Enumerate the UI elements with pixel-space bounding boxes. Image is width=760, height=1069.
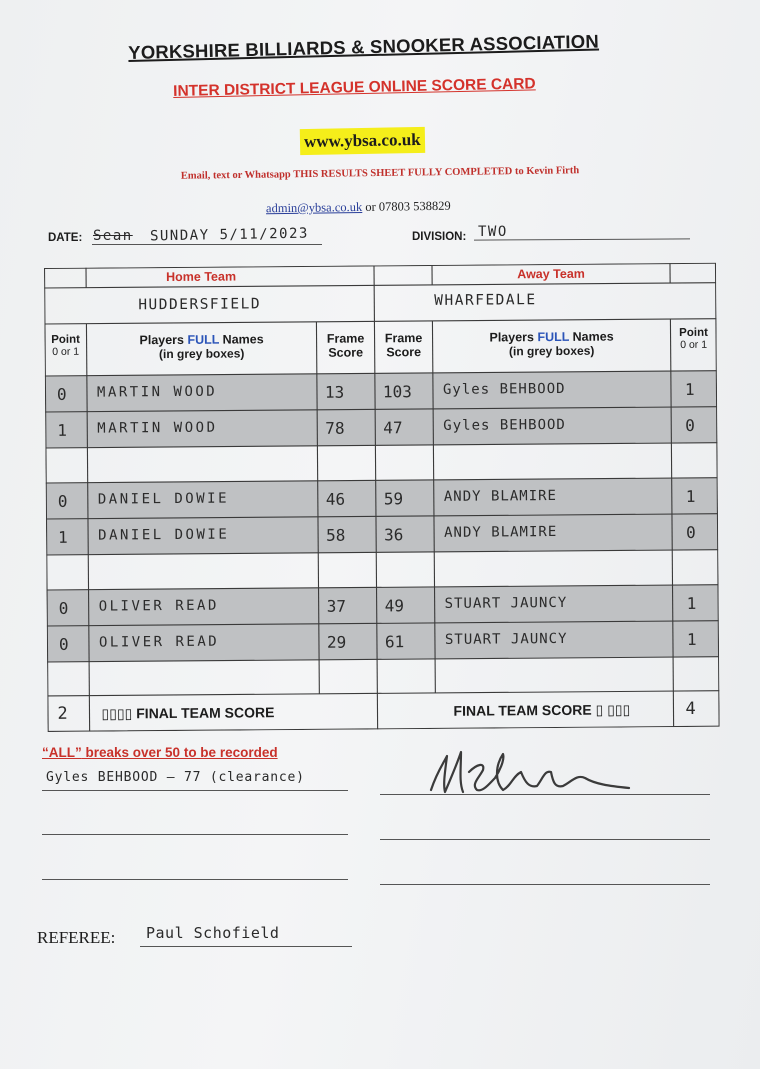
association-title: YORKSHIRE BILLIARDS & SNOOKER ASSOCIATION	[128, 30, 600, 63]
referee-name: Paul Schofield	[146, 924, 280, 942]
score-card-subtitle: INTER DISTRICT LEAGUE ONLINE SCORE CARD	[173, 75, 536, 100]
away-frame-score-cell: 47	[383, 418, 403, 438]
home-point-cell: 0	[58, 598, 69, 618]
away-frame-score-cell: 49	[384, 596, 405, 616]
home-final-score: 2	[57, 703, 68, 724]
away-players-header-sub: (in grey boxes)	[508, 343, 595, 359]
home-player-cell: OLIVER READ	[98, 633, 220, 651]
away-player-cell: STUART JAUNCY	[444, 594, 568, 612]
away-players-header	[433, 329, 671, 359]
website-link[interactable]: www.ybsa.co.uk	[300, 127, 425, 155]
home-point-header-label: Point	[51, 333, 80, 346]
division-line	[474, 238, 690, 240]
away-player-cell: ANDY BLAMIRE	[443, 487, 558, 505]
home-frame-score-cell: 58	[326, 525, 346, 545]
away-player-cell: Gyles BEHBOOD	[443, 416, 566, 434]
away-point-cell: 1	[684, 379, 695, 399]
away-team-label: Away Team	[517, 266, 585, 282]
division-label: DIVISION:	[412, 231, 467, 243]
home-frame-score-cell: 29	[326, 632, 347, 652]
home-point-cell: 0	[56, 384, 67, 404]
date-struck-text: Sean	[93, 228, 133, 244]
home-player-cell: MARTIN WOOD	[96, 383, 218, 401]
away-final-label	[453, 701, 630, 719]
home-point-cell: 1	[57, 420, 67, 440]
away-frame-score-cell: 36	[384, 525, 404, 545]
away-team-name: WHARFEDALE	[434, 292, 537, 309]
away-point-cell: 0	[686, 522, 696, 542]
home-point-cell: 0	[57, 491, 68, 511]
email-link[interactable]: admin@ybsa.co.uk	[265, 199, 363, 216]
home-final-label-text: FINAL TEAM SCORE	[136, 704, 275, 722]
contact-line	[266, 199, 451, 217]
referee-label: REFEREE:	[37, 928, 116, 947]
break-line-6	[380, 884, 710, 885]
away-point-header: Point 0 or 1	[679, 326, 708, 352]
break-entry-1: Gyles BEHBOOD – 77 (clearance)	[46, 770, 305, 785]
home-team-name: HUDDERSFIELD	[138, 296, 262, 314]
date-label: DATE:	[48, 232, 83, 244]
home-frame-score-header: Frame Score	[326, 331, 365, 360]
breaks-label: “ALL” breaks over 50 to be recorded	[42, 745, 278, 760]
home-point-header	[45, 334, 87, 358]
score-table	[44, 263, 720, 732]
away-player-cell: ANDY BLAMIRE	[444, 523, 558, 541]
away-final-score: 4	[685, 698, 696, 719]
away-frame-score-cell: 59	[383, 489, 404, 509]
phone-text: or 07803 538829	[365, 198, 451, 214]
signature-scribble	[425, 742, 635, 802]
home-team-label: Home Team	[166, 269, 237, 285]
home-point-cell: 0	[58, 634, 69, 654]
home-player-cell: DANIEL DOWIE	[97, 490, 230, 508]
away-point-cell: 1	[686, 593, 697, 613]
home-point-header-sub: 0 or 1	[52, 345, 80, 358]
break-line-3	[42, 879, 348, 880]
break-line-2	[42, 834, 348, 835]
break-line-5	[380, 839, 710, 840]
away-players-header-label: Players FULL Names	[489, 329, 614, 345]
date-value: SUNDAY 5/11/2023	[149, 225, 309, 245]
away-player-cell: Gyles BEHBOOD	[442, 380, 566, 398]
home-frame-score-cell: 78	[325, 418, 345, 438]
home-frame-score-cell: 37	[326, 596, 347, 616]
date-line	[92, 244, 322, 245]
away-point-cell: 0	[685, 415, 695, 435]
home-players-header-label: Players FULL Names	[139, 332, 264, 348]
home-players-header-sub: (in grey boxes)	[158, 346, 245, 362]
away-frame-score-cell: 103	[382, 382, 412, 402]
home-player-cell: DANIEL DOWIE	[98, 526, 230, 544]
home-final-label	[101, 704, 274, 722]
away-point-cell: 1	[685, 486, 696, 506]
home-frame-score-cell: 13	[324, 382, 345, 402]
home-player-cell: OLIVER READ	[98, 597, 219, 615]
home-frame-score-cell: 46	[325, 489, 346, 509]
away-final-suffix: ▯ ▯▯▯	[595, 701, 631, 718]
away-final-label-text: FINAL TEAM SCORE	[453, 701, 592, 719]
home-players-header	[87, 332, 317, 362]
break-line-1	[42, 790, 348, 791]
away-frame-score-cell: 61	[384, 632, 405, 652]
home-point-cell: 1	[58, 527, 68, 547]
submission-instructions: Email, text or Whatsapp THIS RESULTS SHEET FULLY COMPLETED to Kevin Firth	[180, 165, 580, 182]
away-frame-score-header: Frame Score	[384, 331, 423, 360]
home-player-cell: MARTIN WOOD	[97, 419, 218, 437]
away-player-cell: STUART JAUNCY	[444, 630, 568, 648]
home-final-prefix: ▯▯▯▯	[101, 705, 133, 722]
referee-line	[140, 946, 352, 947]
away-point-cell: 1	[686, 629, 697, 649]
division-value: TWO	[478, 224, 508, 240]
